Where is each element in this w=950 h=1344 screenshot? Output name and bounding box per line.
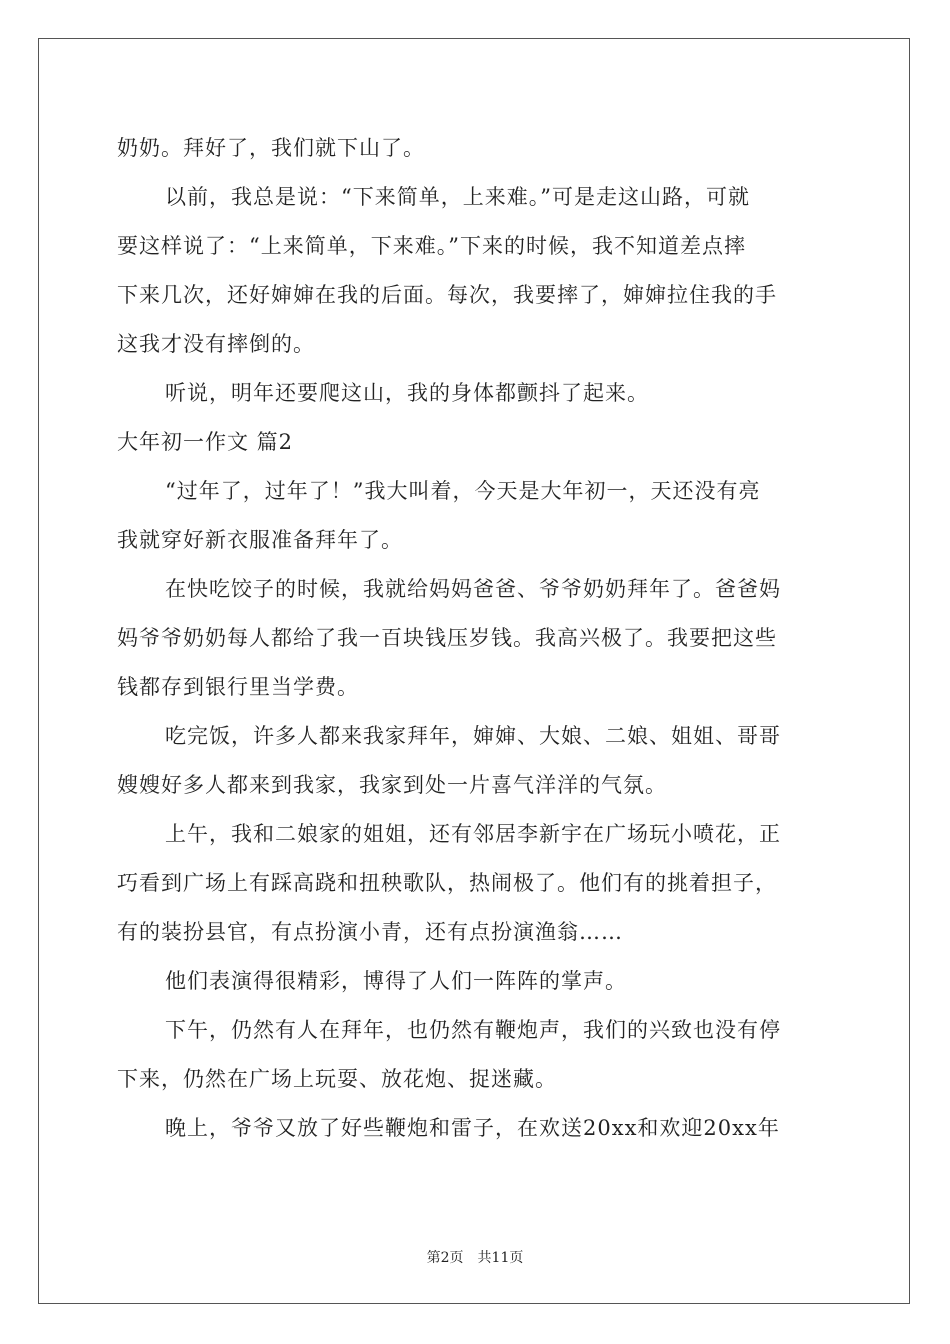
text-line: 我就穿好新衣服准备拜年了。 bbox=[117, 528, 403, 552]
page-footer: 第2页 共11页 bbox=[426, 1250, 524, 1266]
text-line: 下来，仍然在广场上玩耍、放花炮、捉迷藏。 bbox=[117, 1067, 557, 1091]
document-body bbox=[117, 128, 837, 1157]
text-line: 听说，明年还要爬这山，我的身体都颤抖了起来。 bbox=[165, 381, 649, 405]
text-line: 妈爷爷奶奶每人都给了我一百块钱压岁钱。我高兴极了。我要把这些 bbox=[117, 626, 777, 650]
text-line: 这我才没有摔倒的。 bbox=[117, 332, 315, 356]
text-line: 嫂嫂好多人都来到我家，我家到处一片喜气洋洋的气氛。 bbox=[117, 773, 667, 797]
text-line: 下午，仍然有人在拜年，也仍然有鞭炮声，我们的兴致也没有停 bbox=[165, 1018, 781, 1042]
text-line: 奶奶。拜好了，我们就下山了。 bbox=[117, 136, 425, 160]
text-line: 他们表演得很精彩，博得了人们一阵阵的掌声。 bbox=[165, 969, 627, 993]
text-line: 巧看到广场上有踩高跷和扭秧歌队，热闹极了。他们有的挑着担子， bbox=[117, 871, 777, 895]
text-line: 要这样说了：“上来简单，下来难。”下来的时候，我不知道差点摔 bbox=[117, 234, 746, 258]
text-line: 晚上，爷爷又放了好些鞭炮和雷子，在欢送20xx和欢迎20xx年 bbox=[165, 1116, 780, 1140]
text-line: 下来几次，还好婶婶在我的后面。每次，我要摔了，婶婶拉住我的手 bbox=[117, 283, 777, 307]
text-line: 有的装扮县官，有点扮演小青，还有点扮演渔翁…… bbox=[117, 920, 623, 944]
text-line: 钱都存到银行里当学费。 bbox=[117, 675, 359, 699]
text-line: “过年了，过年了！”我大叫着，今天是大年初一，天还没有亮 bbox=[165, 479, 761, 503]
section-heading: 大年初一作文 篇2 bbox=[117, 430, 294, 454]
text-line: 在快吃饺子的时候，我就给妈妈爸爸、爷爷奶奶拜年了。爸爸妈 bbox=[165, 577, 781, 601]
text-line: 上午，我和二娘家的姐姐，还有邻居李新宇在广场玩小喷花，正 bbox=[165, 822, 781, 846]
text-line: 以前，我总是说：“下来简单，上来难。”可是走这山路，可就 bbox=[165, 185, 750, 209]
text-line: 吃完饭，许多人都来我家拜年，婶婶、大娘、二娘、姐姐、哥哥 bbox=[165, 724, 781, 748]
